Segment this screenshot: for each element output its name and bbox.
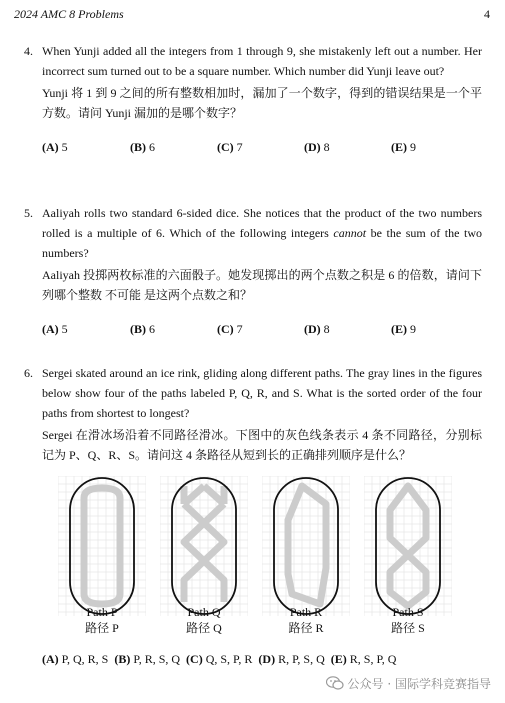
path-label-zh: 路径 Q — [186, 621, 222, 635]
choice-label: (A) — [42, 322, 59, 336]
answer-choices — [42, 652, 396, 667]
path-p-diagram — [58, 476, 146, 616]
choice-e[interactable] — [391, 137, 416, 157]
choice-value: 9 — [410, 140, 416, 154]
choice-value: 5 — [61, 140, 68, 154]
path-label-zh: 路径 S — [391, 621, 425, 635]
problem-text-en — [42, 203, 482, 263]
choice-value: 7 — [236, 140, 243, 154]
choice-b[interactable] — [130, 319, 155, 339]
path-r-figure — [262, 476, 350, 646]
path-label-zh: 路径 P — [85, 621, 119, 635]
choice-value: P, Q, R, S — [61, 652, 109, 666]
choice-label: (D) — [304, 140, 321, 154]
problem-number: 5. — [24, 206, 33, 220]
text-segment: be the sum of the two numbers? — [42, 226, 483, 260]
answer-choices — [42, 319, 482, 339]
choice-label: (C) — [217, 322, 234, 336]
path-r-diagram — [262, 476, 350, 616]
choice-label: (A) — [42, 140, 59, 154]
grid-lines — [364, 476, 452, 616]
path-label-en: Path P — [86, 605, 118, 619]
choice-value: Q, S, P, R — [205, 652, 253, 666]
rink-outline — [376, 478, 440, 614]
problem-number: 4. — [24, 44, 33, 58]
wechat-icon — [326, 676, 344, 693]
choice-value: 6 — [149, 140, 155, 154]
emphasis-text: cannot — [333, 226, 367, 240]
choice-label: (C) — [186, 652, 203, 666]
choice-c[interactable] — [186, 652, 252, 666]
choice-value: R, P, S, Q — [278, 652, 325, 666]
watermark — [326, 675, 491, 693]
path-q-diagram — [160, 476, 248, 616]
rink-outline — [70, 478, 134, 614]
choice-label: (E) — [330, 652, 347, 666]
grid-lines — [58, 476, 146, 616]
problem-6 — [24, 363, 482, 465]
problem-number: 6. — [24, 366, 33, 380]
choice-value: P, R, S, Q — [133, 652, 181, 666]
choice-b[interactable] — [130, 137, 155, 157]
path-p-line — [84, 488, 120, 604]
choice-label: (D) — [304, 322, 321, 336]
choice-label: (E) — [391, 322, 407, 336]
choice-value: 8 — [323, 140, 330, 154]
grid-lines — [262, 476, 350, 616]
path-q-figure — [160, 476, 248, 646]
choice-value: R, S, P, Q — [349, 652, 397, 666]
problem-text-zh: Sergei 在滑冰场沿着不同路径滑冰。下图中的灰色线条表示 4 条不同路径，分别标记为 P、Q、R、S。请问这 4 条路径从短到长的正确排列顺序是什么？ — [42, 428, 482, 462]
choice-label: (D) — [258, 652, 276, 666]
problem-text-en: When Yunji added all the integers from 1 through 9, she mistakenly left out a number. Her incorrect sum turned out to be a square number. Which number did Yunji leave out? — [42, 44, 482, 78]
choice-d[interactable] — [258, 652, 324, 666]
watermark-text: 公众号 · 国际学科竞赛指导 — [347, 677, 491, 691]
choice-c[interactable] — [217, 319, 243, 339]
choice-value: 9 — [410, 322, 416, 336]
problem-4 — [24, 41, 482, 157]
choice-e[interactable] — [391, 319, 416, 339]
path-p-figure — [58, 476, 146, 646]
text-segment: Aaliyah rolls two standard 6-sided dice. She notices that the product of the two numbers rolled is a multiple of 6. Which of the following integers — [42, 206, 482, 240]
page-number: 4 — [484, 7, 490, 21]
problem-5 — [24, 203, 482, 339]
path-label-en: Path S — [392, 605, 424, 619]
problem-text-en: Sergei skated around an ice rink, gliding along different paths. The gray lines in the figures below show four of the paths labeled P, Q, R, and S. What is the sorted order of the four paths from shortest to longest? — [42, 366, 482, 420]
choice-value: 5 — [61, 322, 68, 336]
choice-b[interactable] — [114, 652, 180, 666]
path-s-figure — [364, 476, 452, 646]
page-header-left: 2024 AMC 8 Problems — [14, 7, 124, 21]
answer-choices — [42, 137, 482, 157]
choice-d[interactable] — [304, 137, 330, 157]
choice-label: (A) — [42, 652, 59, 666]
choice-label: (C) — [217, 140, 234, 154]
choice-label: (E) — [391, 140, 407, 154]
paths-figure — [58, 476, 458, 646]
choice-a[interactable] — [42, 137, 68, 157]
path-s-diagram — [364, 476, 452, 616]
choice-value: 6 — [149, 322, 155, 336]
grid-lines — [160, 476, 248, 616]
problem-text-zh: Yunji 将 1 到 9 之间的所有整数相加时，漏加了一个数字，得到的错误结果是一个平方数。请问 Yunji 漏加的是哪个数字？ — [42, 86, 482, 120]
choice-d[interactable] — [304, 319, 330, 339]
problem-text-zh: Aaliyah 投掷两枚标准的六面骰子。她发现掷出的两个点数之积是 6 的倍数，请问下列哪个整数 不可能 是这两个点数之和？ — [42, 268, 482, 302]
path-label-zh: 路径 R — [288, 621, 324, 635]
path-q-line — [184, 486, 224, 602]
choice-label: (B) — [130, 322, 146, 336]
path-label-en: Path R — [289, 605, 323, 619]
choice-a[interactable] — [42, 319, 68, 339]
choice-a[interactable] — [42, 652, 108, 666]
choice-label: (B) — [114, 652, 131, 666]
choice-e[interactable] — [331, 652, 397, 666]
choice-value: 7 — [236, 322, 243, 336]
choice-value: 8 — [323, 322, 330, 336]
choice-c[interactable] — [217, 137, 243, 157]
path-label-en: Path Q — [187, 605, 221, 619]
choice-label: (B) — [130, 140, 146, 154]
